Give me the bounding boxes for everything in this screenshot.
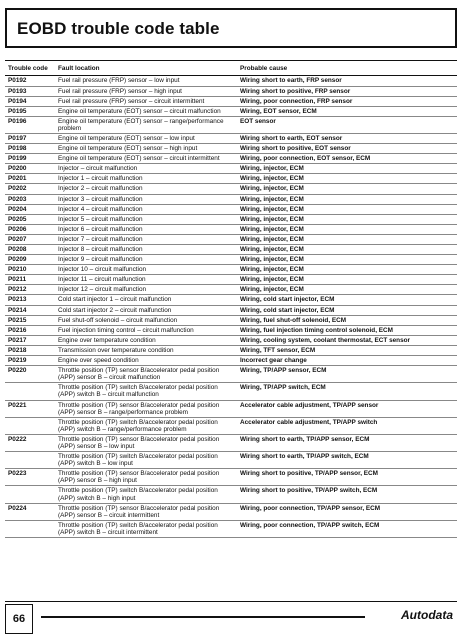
probable-cause-cell: Wiring short to earth, FRP sensor <box>240 77 342 85</box>
probable-cause-cell: Wiring short to earth, TP/APP switch, ECM <box>240 453 369 461</box>
fault-location-cell: Engine over speed condition <box>58 357 139 365</box>
footer-rule <box>41 616 365 618</box>
table-row <box>5 194 457 204</box>
code-cell: P0204 <box>8 205 27 213</box>
probable-cause-cell: Wiring, injector, ECM <box>240 165 304 173</box>
code-cell: P0198 <box>8 145 27 153</box>
fault-location-cell: Throttle position (TP) sensor B/accelerator pedal position (APP) sensor B – high input <box>58 470 220 485</box>
probable-cause-cell: Wiring short to earth, TP/APP sensor, ECM <box>240 435 370 443</box>
table-row <box>5 325 457 335</box>
table-row <box>5 164 457 174</box>
table-row <box>5 116 457 133</box>
probable-cause-cell: Wiring, injector, ECM <box>240 286 304 294</box>
fault-location-cell: Injector 6 – circuit malfunction <box>58 225 143 233</box>
code-cell: P0195 <box>8 107 27 115</box>
page-title: EOBD trouble code table <box>17 19 220 38</box>
code-cell <box>5 383 55 400</box>
table-row <box>5 469 457 486</box>
probable-cause-cell: Wiring, TFT sensor, ECM <box>240 346 316 354</box>
code-cell: P0196 <box>8 117 27 125</box>
fault-location-cell: Injector 7 – circuit malfunction <box>58 235 143 243</box>
table-row <box>5 76 457 86</box>
table-row <box>5 345 457 355</box>
probable-cause-cell: Accelerator cable adjustment, TP/APP sensor <box>240 401 379 409</box>
table-row <box>5 434 457 451</box>
fault-location-cell: Throttle position (TP) switch B/accelerator pedal position (APP) switch B – range/performance problem <box>58 418 218 433</box>
column-header-cause: Probable cause <box>240 65 288 72</box>
code-cell: P0193 <box>8 87 27 95</box>
code-cell: P0205 <box>8 215 27 223</box>
code-cell: P0221 <box>8 401 27 409</box>
table-row <box>5 335 457 345</box>
code-cell: P0208 <box>8 246 27 253</box>
fault-location-cell: Fuel rail pressure (FRP) sensor – high input <box>58 87 182 95</box>
fault-location-cell: Injector 4 – circuit malfunction <box>58 205 143 213</box>
fault-location-cell: Engine oil temperature (EOT) sensor – range/performance problem <box>58 117 224 132</box>
probable-cause-cell: Wiring, injector, ECM <box>240 225 304 233</box>
page-number: 66 <box>5 604 33 634</box>
probable-cause-cell: Wiring, EOT sensor, ECM <box>240 107 317 115</box>
fault-location-cell: Engine oil temperature (EOT) sensor – circuit malfunction <box>58 107 221 115</box>
fault-location-cell: Injector 10 – circuit malfunction <box>58 266 147 274</box>
table-row <box>5 305 457 315</box>
probable-cause-cell: Wiring, injector, ECM <box>240 205 304 213</box>
fault-location-cell: Engine oil temperature (EOT) sensor – low input <box>58 134 195 142</box>
code-cell: P0192 <box>8 77 27 85</box>
fault-location-cell: Throttle position (TP) sensor B/accelerator pedal position (APP) sensor B – range/performance problem <box>58 401 220 416</box>
table-row <box>5 96 457 106</box>
fault-location-cell: Injector 5 – circuit malfunction <box>58 215 143 223</box>
fault-location-cell: Cold start injector 1 – circuit malfunction <box>58 296 172 304</box>
table-row <box>5 486 457 503</box>
code-cell: P0224 <box>8 504 27 512</box>
fault-location-cell: Cold start injector 2 – circuit malfunction <box>58 306 172 314</box>
probable-cause-cell: Wiring, fuel shut-off solenoid, ECM <box>240 316 347 324</box>
title-box <box>5 8 457 48</box>
probable-cause-cell: Wiring, cold start injector, ECM <box>240 306 335 314</box>
table-row <box>5 255 457 265</box>
code-cell: P0218 <box>8 346 27 354</box>
table-row <box>5 520 457 537</box>
fault-location-cell: Fuel rail pressure (FRP) sensor – circuit intermittent <box>58 97 205 105</box>
code-cell: P0211 <box>8 276 27 284</box>
probable-cause-cell: Wiring short to positive, EOT sensor <box>240 145 351 153</box>
trouble-code-table <box>5 61 457 538</box>
code-cell: P0207 <box>8 235 27 243</box>
table-row <box>5 265 457 275</box>
code-cell: P0206 <box>8 225 27 233</box>
fault-location-cell: Injector 9 – circuit malfunction <box>58 256 143 264</box>
code-cell <box>5 452 55 469</box>
probable-cause-cell: Wiring, injector, ECM <box>240 276 304 284</box>
table-row <box>5 144 457 154</box>
table-row <box>5 174 457 184</box>
probable-cause-cell: Wiring, fuel injection timing control solenoid, ECM <box>240 326 393 334</box>
probable-cause-cell: Wiring, injector, ECM <box>240 195 304 203</box>
code-cell: P0217 <box>8 336 27 344</box>
probable-cause-cell: Wiring, injector, ECM <box>240 185 304 193</box>
fault-location-cell: Engine over temperature condition <box>58 336 156 344</box>
brand-logo: Autodata <box>401 608 453 622</box>
table-row <box>5 214 457 224</box>
fault-location-cell: Engine oil temperature (EOT) sensor – circuit intermittent <box>58 155 220 163</box>
table-row <box>5 417 457 434</box>
fault-location-cell: Throttle position (TP) sensor B/accelerator pedal position (APP) sensor B – low input <box>58 435 220 450</box>
code-cell: P0222 <box>8 435 27 443</box>
probable-cause-cell: Wiring, poor connection, EOT sensor, ECM <box>240 155 371 163</box>
code-cell: P0210 <box>8 266 27 274</box>
table-row <box>5 295 457 305</box>
table-row <box>5 383 457 400</box>
fault-location-cell: Engine oil temperature (EOT) sensor – high input <box>58 145 198 153</box>
probable-cause-cell: Wiring, poor connection, FRP sensor <box>240 97 353 105</box>
code-cell: P0212 <box>8 286 27 294</box>
code-cell: P0202 <box>8 185 27 193</box>
probable-cause-cell: Wiring, TP/APP sensor, ECM <box>240 367 327 375</box>
table-row <box>5 452 457 469</box>
probable-cause-cell: Wiring, TP/APP switch, ECM <box>240 384 326 392</box>
column-header-code: Trouble code <box>8 65 48 72</box>
probable-cause-cell: Incorrect gear change <box>240 357 307 365</box>
probable-cause-cell: Wiring short to positive, TP/APP switch, ECM <box>240 487 378 495</box>
table-header-row <box>5 61 457 76</box>
page-footer <box>5 604 457 634</box>
code-cell: P0201 <box>8 175 27 183</box>
code-cell: P0214 <box>8 306 27 314</box>
table-row <box>5 245 457 255</box>
table-row <box>5 133 457 143</box>
fault-location-cell: Injector – circuit malfunction <box>58 165 138 173</box>
table-row <box>5 356 457 366</box>
fault-location-cell: Injector 12 – circuit malfunction <box>58 286 147 294</box>
code-cell <box>5 486 55 503</box>
probable-cause-cell: Wiring, poor connection, TP/APP sensor, ECM <box>240 504 381 512</box>
probable-cause-cell: Wiring, injector, ECM <box>240 266 304 274</box>
fault-location-cell: Injector 11 – circuit malfunction <box>58 276 146 284</box>
table-row <box>5 315 457 325</box>
fault-location-cell: Throttle position (TP) switch B/accelerator pedal position (APP) switch B – low input <box>58 453 218 468</box>
table-row <box>5 184 457 194</box>
code-cell: P0194 <box>8 97 27 105</box>
table-row <box>5 275 457 285</box>
table-row <box>5 154 457 164</box>
fault-location-cell: Injector 2 – circuit malfunction <box>58 185 143 193</box>
code-cell: P0203 <box>8 195 27 203</box>
trouble-code-table-frame <box>5 60 457 602</box>
probable-cause-cell: Wiring, injector, ECM <box>240 246 304 253</box>
fault-location-cell: Throttle position (TP) sensor B/accelerator pedal position (APP) sensor B – circuit intermittent <box>58 504 220 519</box>
code-cell: P0223 <box>8 470 27 478</box>
fault-location-cell: Throttle position (TP) switch B/accelerator pedal position (APP) switch B – high input <box>58 487 218 502</box>
table-row <box>5 503 457 520</box>
table-row <box>5 400 457 417</box>
table-row <box>5 224 457 234</box>
table-row <box>5 204 457 214</box>
code-cell: P0209 <box>8 256 27 264</box>
fault-location-cell: Fuel rail pressure (FRP) sensor – low input <box>58 77 180 85</box>
fault-location-cell: Injector 3 – circuit malfunction <box>58 195 143 203</box>
probable-cause-cell: Wiring, injector, ECM <box>240 256 304 264</box>
probable-cause-cell: Wiring short to earth, EOT sensor <box>240 134 343 142</box>
probable-cause-cell: Wiring short to positive, FRP sensor <box>240 87 351 95</box>
code-cell: P0216 <box>8 326 27 334</box>
code-cell <box>5 520 55 537</box>
probable-cause-cell: Wiring, poor connection, TP/APP switch, ECM <box>240 521 380 529</box>
fault-location-cell: Throttle position (TP) switch B/accelerator pedal position (APP) switch B – circuit intermittent <box>58 521 218 536</box>
table-row <box>5 86 457 96</box>
table-row <box>5 366 457 383</box>
code-cell <box>5 417 55 434</box>
probable-cause-cell: Wiring, cooling system, coolant thermostat, ECT sensor <box>240 336 411 344</box>
fault-location-cell: Fuel shut-off solenoid – circuit malfunction <box>58 316 178 324</box>
code-cell: P0197 <box>8 134 27 142</box>
code-cell: P0215 <box>8 316 27 324</box>
probable-cause-cell: Wiring, injector, ECM <box>240 175 304 183</box>
table-row <box>5 285 457 295</box>
code-cell: P0213 <box>8 296 27 304</box>
column-header-fault: Fault location <box>58 65 100 72</box>
fault-location-cell: Throttle position (TP) sensor B/accelerator pedal position (APP) sensor B – circuit malfunction <box>58 367 220 382</box>
fault-location-cell: Transmission over temperature condition <box>58 346 174 354</box>
fault-location-cell: Throttle position (TP) switch B/accelerator pedal position (APP) switch B – circuit malfunction <box>58 384 218 399</box>
probable-cause-cell: Wiring short to positive, TP/APP sensor, ECM <box>240 470 378 478</box>
probable-cause-cell: Accelerator cable adjustment, TP/APP switch <box>240 418 378 426</box>
table-body <box>5 76 457 538</box>
table-row <box>5 106 457 116</box>
probable-cause-cell: Wiring, injector, ECM <box>240 235 304 243</box>
fault-location-cell: Injector 1 – circuit malfunction <box>58 175 143 183</box>
probable-cause-cell: Wiring, injector, ECM <box>240 215 304 223</box>
probable-cause-cell: Wiring, cold start injector, ECM <box>240 296 335 304</box>
probable-cause-cell: EOT sensor <box>240 117 276 125</box>
code-cell: P0199 <box>8 155 27 163</box>
table-row <box>5 234 457 244</box>
code-cell: P0220 <box>8 367 27 375</box>
code-cell: P0200 <box>8 165 27 173</box>
fault-location-cell: Fuel injection timing control – circuit malfunction <box>58 326 194 334</box>
fault-location-cell: Injector 8 – circuit malfunction <box>58 246 143 253</box>
code-cell: P0219 <box>8 357 27 365</box>
